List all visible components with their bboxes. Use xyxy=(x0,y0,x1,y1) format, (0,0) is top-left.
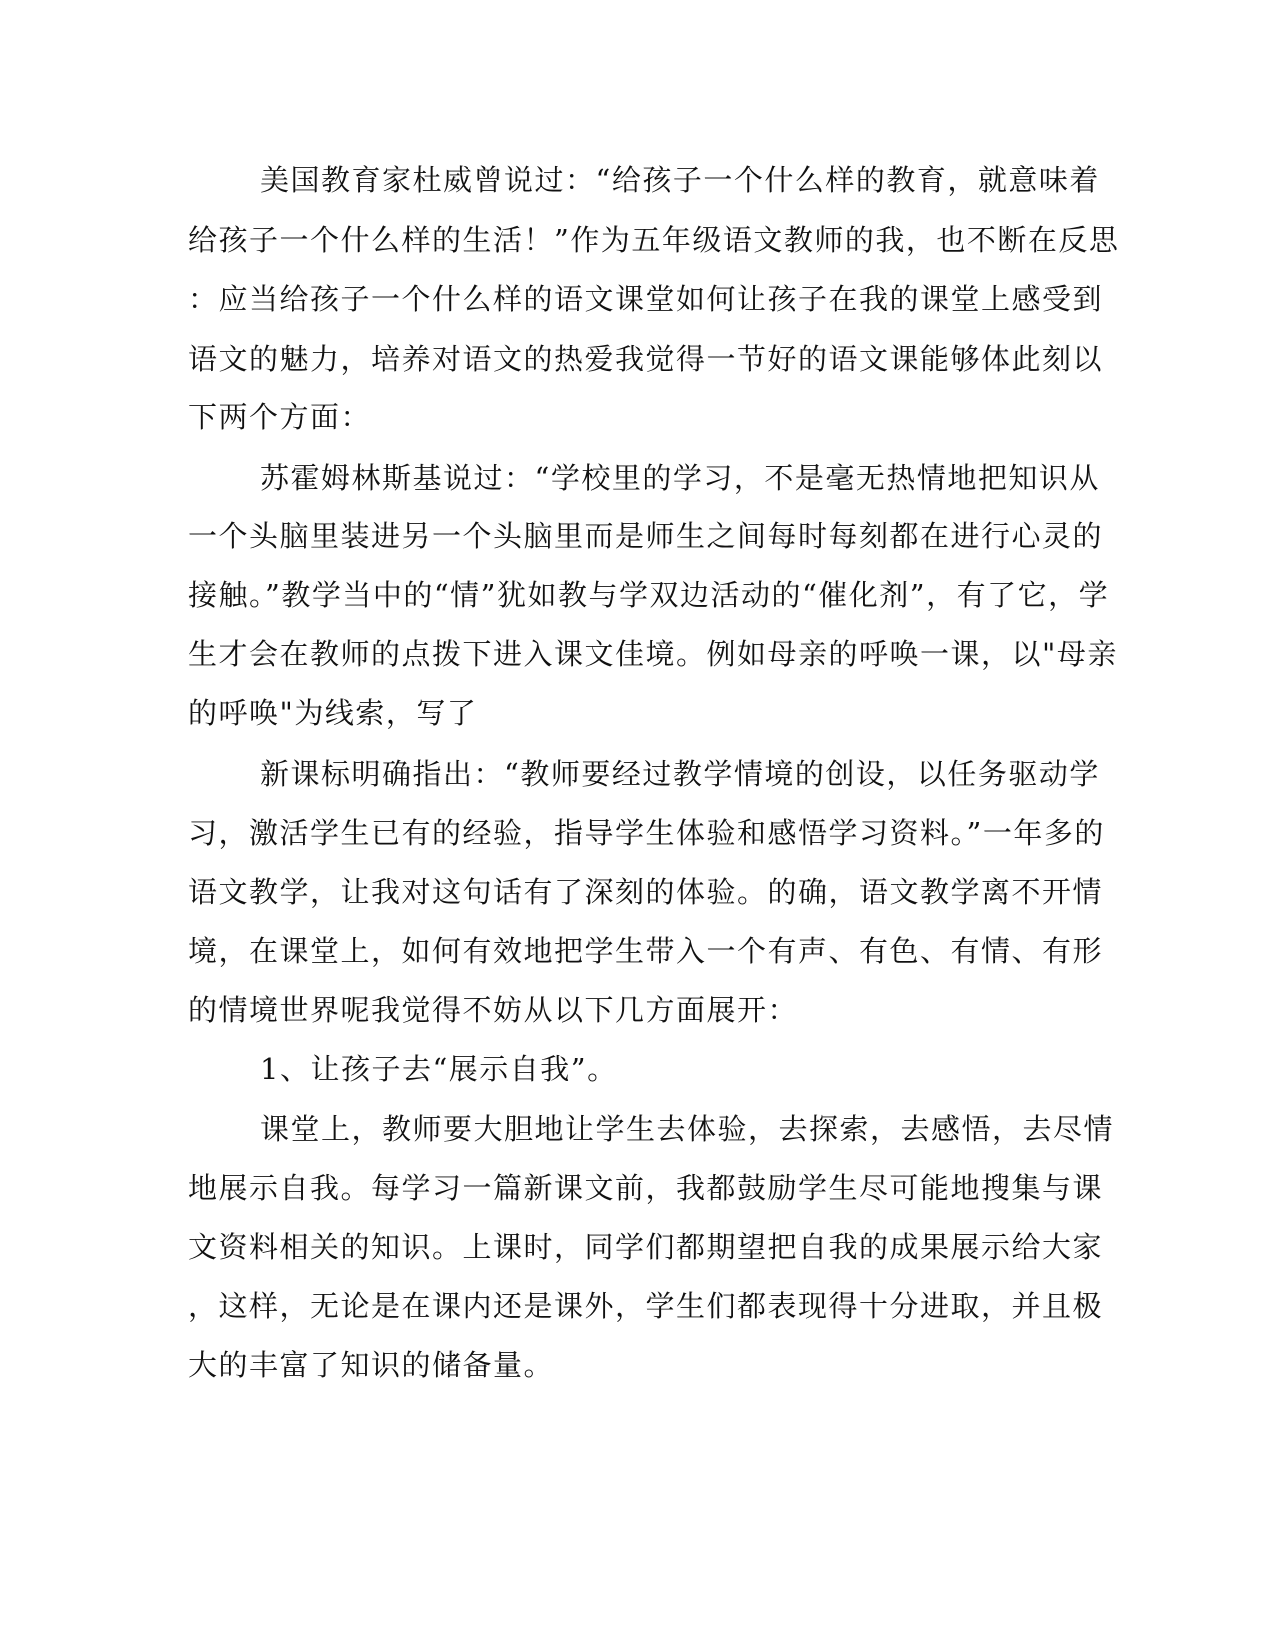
paragraph-3-line-2: 习，激活学生已有的经验，指导学生体验和感悟学习资料。”一年多的 xyxy=(188,816,1105,850)
paragraph-2-line-4: 生才会在教师的点拨下进入课文佳境。例如母亲的呼唤一课，以"母亲 xyxy=(188,637,1118,671)
paragraph-4-line-4: ，这样，无论是在课内还是课外，学生们都表现得十分进取，并且极 xyxy=(188,1289,1104,1323)
paragraph-3-line-3: 语文教学，让我对这句话有了深刻的体验。的确，语文教学离不开情 xyxy=(188,875,1104,909)
paragraph-2-line-5: 的呼唤"为线索，写了 xyxy=(188,696,478,730)
paragraph-4-line-1: 课堂上，教师要大胆地让学生去体验，去探索，去感悟，去尽情 xyxy=(260,1112,1115,1146)
paragraph-3-line-4: 境，在课堂上，如何有效地把学生带入一个有声、有色、有情、有形 xyxy=(188,934,1104,968)
paragraph-3-line-5: 的情境世界呢我觉得不妨从以下几方面展开： xyxy=(188,993,799,1027)
paragraph-4-line-3: 文资料相关的知识。上课时，同学们都期望把自我的成果展示给大家 xyxy=(188,1230,1104,1264)
paragraph-2-line-2: 一个头脑里装进另一个头脑里而是师生之间每时每刻都在进行心灵的 xyxy=(188,519,1104,553)
paragraph-1-line-5: 下两个方面： xyxy=(188,400,372,434)
paragraph-4-line-2: 地展示自我。每学习一篇新课文前，我都鼓励学生尽可能地搜集与课 xyxy=(188,1171,1104,1205)
paragraph-1-line-1: 美国教育家杜威曾说过：“给孩子一个什么样的教育，就意味着 xyxy=(260,163,1100,197)
heading-numbered-1: 1、让孩子去“展示自我”。 xyxy=(260,1052,618,1086)
paragraph-3-line-1: 新课标明确指出：“教师要经过教学情境的创设，以任务驱动学 xyxy=(260,757,1100,791)
paragraph-1-line-2: 给孩子一个什么样的生活！”作为五年级语文教师的我，也不断在反思 xyxy=(188,223,1120,257)
paragraph-1-line-4: 语文的魅力，培养对语文的热爱我觉得一节好的语文课能够体此刻以 xyxy=(188,342,1104,376)
paragraph-4-line-5: 大的丰富了知识的储备量。 xyxy=(188,1348,555,1382)
paragraph-1-line-3: ：应当给孩子一个什么样的语文课堂如何让孩子在我的课堂上感受到 xyxy=(188,282,1104,316)
paragraph-2-line-1: 苏霍姆林斯基说过：“学校里的学习，不是毫无热情地把知识从 xyxy=(260,461,1100,495)
paragraph-2-line-3: 接触。”教学当中的“情”犹如教与学双边活动的“催化剂”，有了它，学 xyxy=(188,578,1110,612)
